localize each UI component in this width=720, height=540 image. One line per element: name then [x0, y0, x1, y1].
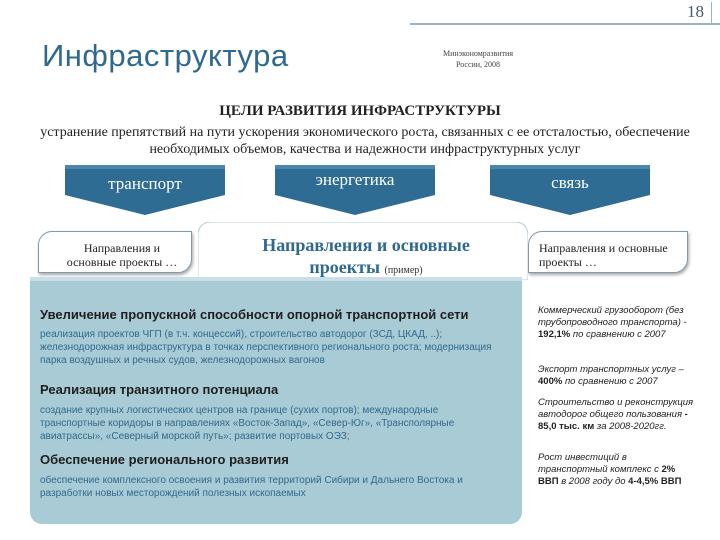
- side-box-right: [528, 231, 688, 273]
- section-text-3: обеспечение комплексного освоения и развития территорий Сибири и Дальнего Востока и разработки новых месторождений полезных ископаемых: [40, 475, 463, 499]
- stat-separator-1: [535, 357, 703, 358]
- chevron-communication: [490, 165, 650, 215]
- side-box-right-text: Направления и основные проекты …: [539, 241, 668, 269]
- directions-example: (пример): [384, 265, 423, 276]
- section-heading-2: Реализация транзитного потенциала: [40, 382, 279, 397]
- directions-title: [236, 234, 496, 282]
- stat-1-suffix: по сравнению с 2007: [570, 329, 666, 340]
- source-line-1: Минэкономразвития: [442, 49, 513, 58]
- stat-4-value: 2% ВВП: [538, 464, 676, 487]
- chevron-energy: [275, 165, 435, 215]
- stat-1-text: Коммерческий грузооборот (без трубопроводного транспорта) -: [538, 305, 687, 328]
- stat-1-value: 192,1%: [538, 329, 571, 340]
- section-heading-3: Обеспечение регионального развития: [40, 452, 289, 467]
- stat-3-suffix: за 2008-2020гг.: [594, 421, 667, 432]
- header-rule: [410, 23, 720, 25]
- page-number: 18: [687, 2, 704, 21]
- stat-2-text: Экспорт транспортных услуг –: [538, 364, 684, 375]
- chevron-transport: [65, 165, 225, 215]
- goals-text: устранение препятствий на пути ускорения экономического роста, связанных с ее отсталостью, обеспечение необходимых объемов, качества и надежности инфраструктурных услуг: [40, 125, 690, 157]
- stat-4-text: Рост инвестиций в транспортный комплекс с: [538, 452, 662, 475]
- side-box-left: [38, 231, 192, 273]
- stat-2-value: 400%: [538, 376, 563, 387]
- chevron-transport-label: транспорт: [108, 174, 182, 193]
- stat-separator-3: [535, 446, 703, 447]
- stat-3-value: - 85,0 тыс. км: [538, 409, 688, 432]
- stat-2: [538, 364, 698, 388]
- header-rule-vertical: [711, 2, 712, 24]
- source-note: [428, 48, 528, 70]
- side-box-left-text: Направления и основные проекты …: [66, 241, 178, 269]
- stat-1: [538, 305, 698, 341]
- source-line-2: России, 2008: [455, 60, 501, 69]
- page-title: Инфраструктура: [42, 38, 289, 73]
- chevron-communication-label: связь: [551, 173, 589, 192]
- stat-3: [538, 397, 698, 433]
- stat-2-suffix: по сравнению с 2007: [562, 376, 658, 387]
- section-text-1: реализация проектов ЧГП (в т.ч. концессий), строительство автодорог (ЗСД, ЦКАД, ..); железнодорожная инфраструктура в точках перспективного регионального роста; модернизация парка воздушных и речных судов, железнодорожных вагонов: [40, 329, 492, 366]
- section-heading-1: Увеличение пропускной способности опорной транспортной сети: [40, 307, 469, 322]
- stat-4-suffix: в 2008 году до: [558, 476, 629, 487]
- directions-title-text: Направления и основные проекты: [262, 235, 470, 277]
- stat-separator-2: [535, 392, 703, 393]
- directions-panel-highlight: [30, 277, 522, 281]
- section-text-2: создание крупных логистических центров на границе (сухих портов); международные транспортные коридоры в направлениях «Восток-Запад», «Север-Юг», «Трансполярные авиатрассы», «Северный морской путь»; развитие портовых ОЭЗ;: [40, 405, 455, 442]
- goals-title: ЦЕЛИ РАЗВИТИЯ ИНФРАСТРУКТУРЫ: [219, 103, 501, 119]
- stat-4: [538, 452, 698, 488]
- stat-4-value2: 4-4,5% ВВП: [628, 476, 682, 487]
- stat-3-text: Строительство и реконструкция автодорог общего пользования: [538, 397, 694, 420]
- chevron-energy-label: энергетика: [315, 170, 395, 189]
